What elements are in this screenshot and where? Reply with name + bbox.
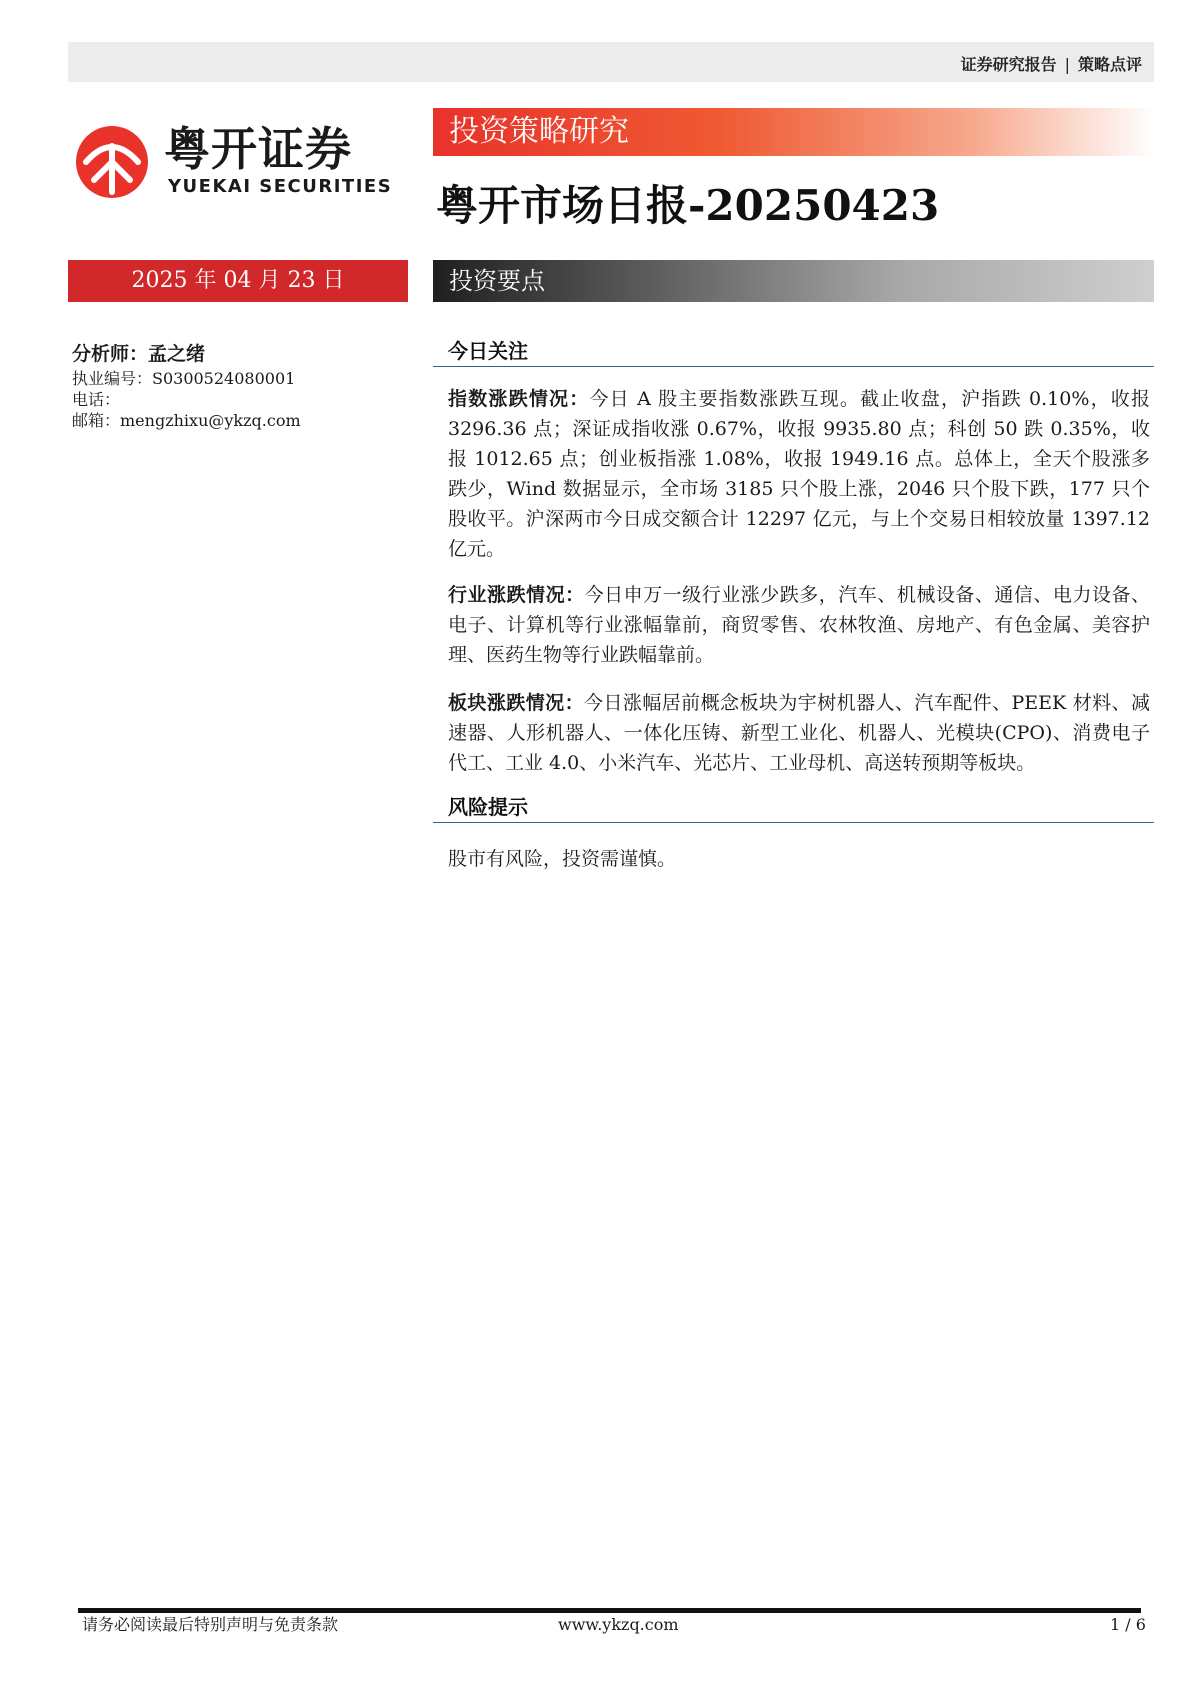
paragraph-index-moves <box>448 384 1150 564</box>
report-type-label <box>961 52 1142 75</box>
section-heading-risk <box>433 792 1154 823</box>
paragraph-label: 行业涨跌情况： <box>448 584 585 606</box>
footer-website-link[interactable]: www.ykzq.com <box>558 1615 679 1634</box>
analyst-phone: 电话： <box>72 390 121 409</box>
analyst-name: 分析师：孟之绪 <box>72 343 206 365</box>
paragraph-sector-moves <box>448 688 1150 778</box>
analyst-info <box>72 340 301 431</box>
logo-name-en: YUEKAI SECURITIES <box>168 176 393 197</box>
logo-name-cn: 粤开证券 <box>164 122 352 176</box>
paragraph-risk-notice <box>448 844 1150 874</box>
key-points-bar <box>433 260 1154 302</box>
paragraph-text: 今日 A 股主要指数涨跌互现。截止收盘，沪指跌 0.10%，收报 3296.36 点；深证成指收涨 0.67%，收报 9935.80 点；科创 50 跌 0.35%，收报 1012.65 点；创业板指涨 1.08%，收报 1949.16 点。总体上，全天个股涨多跌少，Wind 数据显示，全市场 3185 只个股上涨，2046 只个股下跌，177 只个股收平。沪深两市今日成交额合计 12297 亿元，与上个交易日相较放量 1397.12 亿元。 <box>448 388 1150 560</box>
report-type: 证券研究报告 <box>960 55 1057 74</box>
category-label: 投资策略研究 <box>449 114 629 149</box>
footer-disclaimer: 请务必阅读最后特别声明与免责条款 <box>82 1615 339 1634</box>
analyst-email: 邮箱：mengzhixu@ykzq.com <box>72 411 301 430</box>
section-heading-text: 今日关注 <box>448 339 528 363</box>
analyst-license: 执业编号：S0300524080001 <box>72 369 296 388</box>
top-header-bar <box>68 42 1154 82</box>
paragraph-label: 板块涨跌情况： <box>448 692 585 714</box>
company-logo <box>72 122 412 202</box>
report-subtype: 策略点评 <box>1077 55 1142 74</box>
document-title: 粤开市场日报-20250423 <box>436 181 940 230</box>
report-type-separator: | <box>1064 55 1070 74</box>
key-points-label: 投资要点 <box>449 267 545 295</box>
report-date: 2025 年 04 月 23 日 <box>68 260 408 302</box>
section-heading-today-focus <box>433 336 1154 367</box>
footer-divider <box>78 1608 1141 1613</box>
logo-emblem-icon <box>72 122 152 202</box>
paragraph-industry-moves <box>448 580 1150 670</box>
category-banner <box>433 108 1154 156</box>
paragraph-text: 股市有风险，投资需谨慎。 <box>448 848 677 870</box>
section-heading-text: 风险提示 <box>448 795 528 819</box>
paragraph-label: 指数涨跌情况： <box>448 388 590 410</box>
footer-page-number: 1 / 6 <box>1110 1615 1146 1634</box>
paragraph-text: 今日涨幅居前概念板块为宇树机器人、汽车配件、PEEK 材料、减速器、人形机器人、一体化压铸、新型工业化、机器人、光模块(CPO)、消费电子代工、工业 4.0、小米汽车、光芯片、工业母机、高送转预期等板块。 <box>448 692 1150 774</box>
paragraph-text: 今日申万一级行业涨少跌多，汽车、机械设备、通信、电力设备、电子、计算机等行业涨幅靠前，商贸零售、农林牧渔、房地产、有色金属、美容护理、医药生物等行业跌幅靠前。 <box>448 584 1150 666</box>
